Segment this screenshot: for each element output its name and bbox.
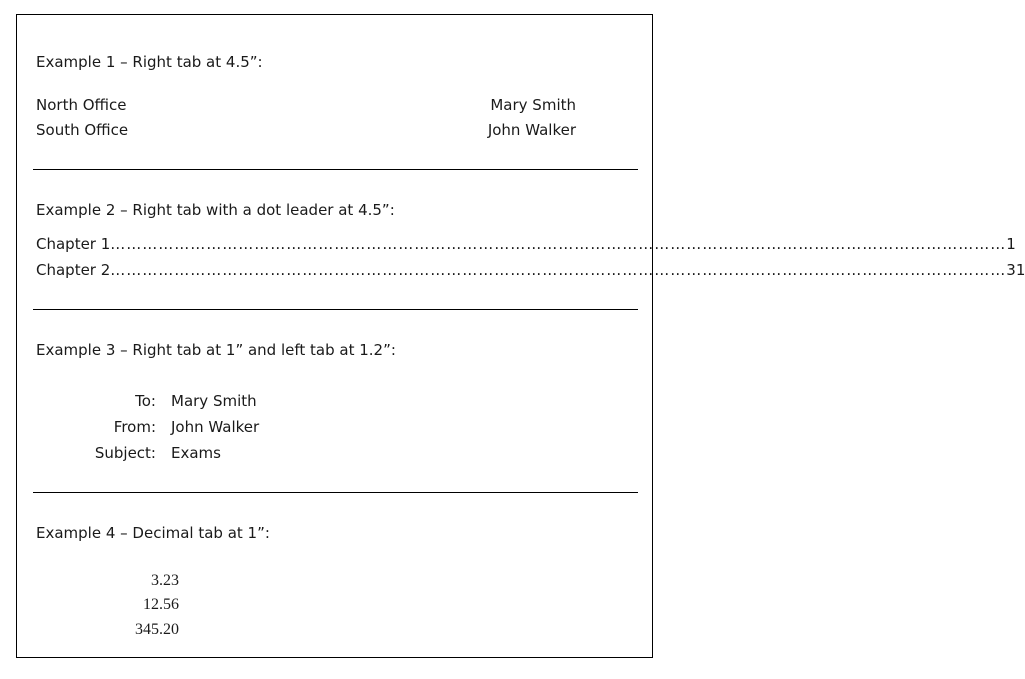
example2-heading: Example 2 – Right tab with a dot leader at 4.5”: <box>36 201 395 219</box>
example1-heading: Example 1 – Right tab at 4.5”: <box>36 53 263 71</box>
toc-page: 1 <box>1006 235 1016 253</box>
dot-leader: …………………………………………………………………………………………………………………………………………………… <box>110 261 1007 279</box>
section-divider <box>33 309 638 310</box>
example1-row2-left: South Office <box>36 121 129 139</box>
memo-value-to: Mary Smith <box>171 392 257 410</box>
memo-label-to: To: <box>135 392 156 410</box>
dot-leader: …………………………………………………………………………………………………………………………………………………… <box>110 235 1007 253</box>
example1-row1-right: Mary Smith <box>490 96 576 114</box>
decimal-value: 12.56 <box>143 596 179 613</box>
toc-page: 31 <box>1006 261 1025 279</box>
toc-label: Chapter 1 <box>36 235 111 253</box>
memo-label-from: From: <box>113 418 156 436</box>
toc-row <box>36 235 1016 253</box>
decimal-value: 3.23 <box>151 572 179 589</box>
toc-label: Chapter 2 <box>36 261 111 279</box>
section-divider <box>33 169 638 170</box>
example1-row2-right: John Walker <box>487 121 576 139</box>
example4-heading: Example 4 – Decimal tab at 1”: <box>36 524 270 542</box>
toc-row <box>36 261 1025 279</box>
memo-label-subject: Subject: <box>94 444 156 462</box>
example3-heading: Example 3 – Right tab at 1” and left tab at 1.2”: <box>36 341 396 359</box>
section-divider <box>33 492 638 493</box>
memo-value-subject: Exams <box>171 444 221 462</box>
memo-value-from: John Walker <box>171 418 260 436</box>
decimal-value: 345.20 <box>135 621 179 638</box>
example1-row1-left: North Office <box>36 96 127 114</box>
